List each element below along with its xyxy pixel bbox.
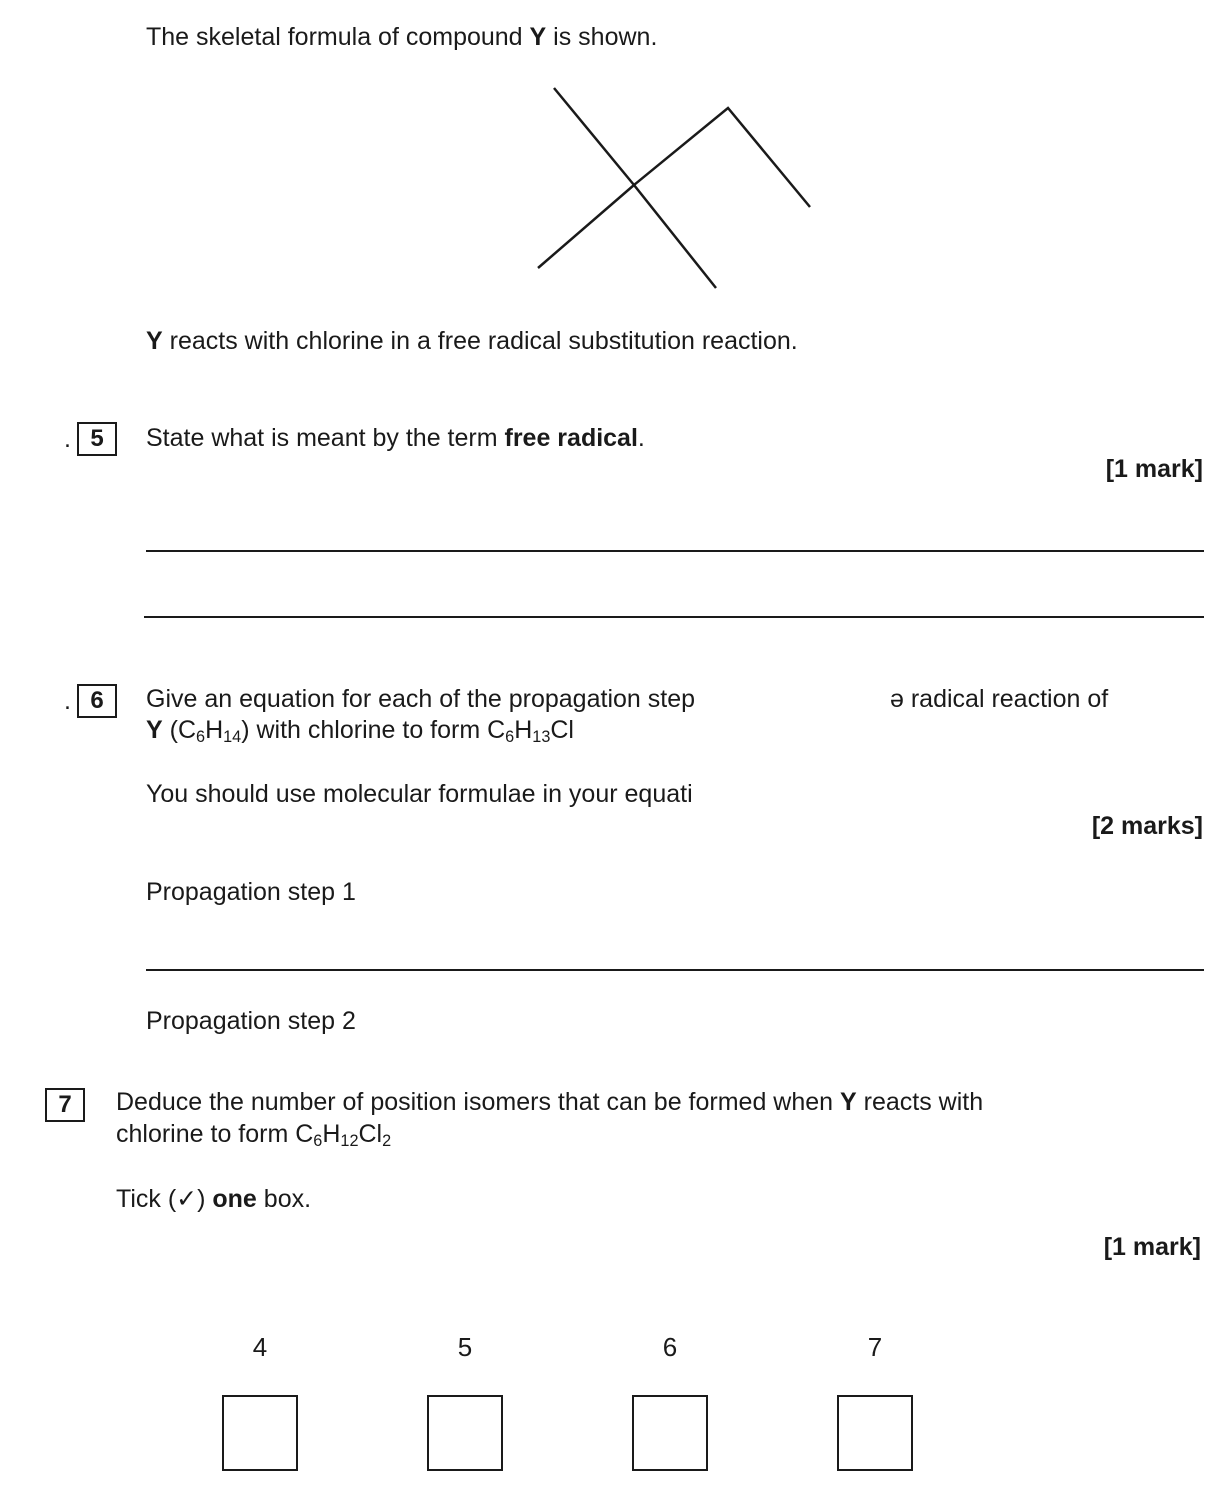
q6-question-line1-right: ə radical reaction of xyxy=(890,685,1109,713)
q6-number-box: 6 xyxy=(77,684,117,718)
q5-answer-line-2[interactable] xyxy=(144,616,1204,618)
skeletal-bond-branch xyxy=(538,108,810,268)
q6-prefix: . xyxy=(64,687,71,715)
q6-marks: [2 marks] xyxy=(1091,812,1203,840)
q7-number-box: 7 xyxy=(45,1088,85,1122)
q6-question-line1-left: Give an equation for each of the propagation step xyxy=(146,685,695,713)
q7-option-label-4: 4 xyxy=(252,1332,268,1362)
skeletal-bond-chain xyxy=(554,88,716,288)
reaction-statement: Y reacts with chlorine in a free radical substitution reaction. xyxy=(146,327,798,355)
q7-option-label-6: 6 xyxy=(662,1332,678,1362)
q6-instruction: You should use molecular formulae in your equati xyxy=(146,780,693,808)
intro-text: The skeletal formula of compound Y is shown. xyxy=(146,23,658,51)
q7-option-box-5[interactable] xyxy=(427,1395,503,1471)
q5-answer-line-1[interactable] xyxy=(146,550,1204,552)
q5-question-text: State what is meant by the term free radical. xyxy=(146,424,645,452)
q7-tick-instruction: Tick (✓) one box. xyxy=(116,1185,312,1213)
q7-question-line2: chlorine to form $C_6H_{12}Cl_2$ xyxy=(116,1120,392,1151)
q7-option-box-7[interactable] xyxy=(837,1395,913,1471)
q6-step1-label: Propagation step 1 xyxy=(146,878,356,906)
q7-option-box-6[interactable] xyxy=(632,1395,708,1471)
q5-marks: [1 mark] xyxy=(1105,455,1203,483)
q7-question-line1: Deduce the number of position isomers that can be formed when Y reacts with xyxy=(116,1088,984,1116)
q7-option-label-7: 7 xyxy=(867,1332,883,1362)
q5-prefix: . xyxy=(64,425,71,453)
q6-question-line2: Y $(C_6H_{14})$ with chlorine to form $C_6H_{13}Cl$ xyxy=(146,716,574,747)
skeletal-formula-diagram xyxy=(520,80,830,300)
q6-step1-answer-line[interactable] xyxy=(146,969,1204,971)
q7-marks: [1 mark] xyxy=(1103,1233,1201,1261)
q7-option-box-4[interactable] xyxy=(222,1395,298,1471)
q7-option-label-5: 5 xyxy=(457,1332,473,1362)
q5-number-box: 5 xyxy=(77,422,117,456)
q6-step2-label: Propagation step 2 xyxy=(146,1007,356,1035)
